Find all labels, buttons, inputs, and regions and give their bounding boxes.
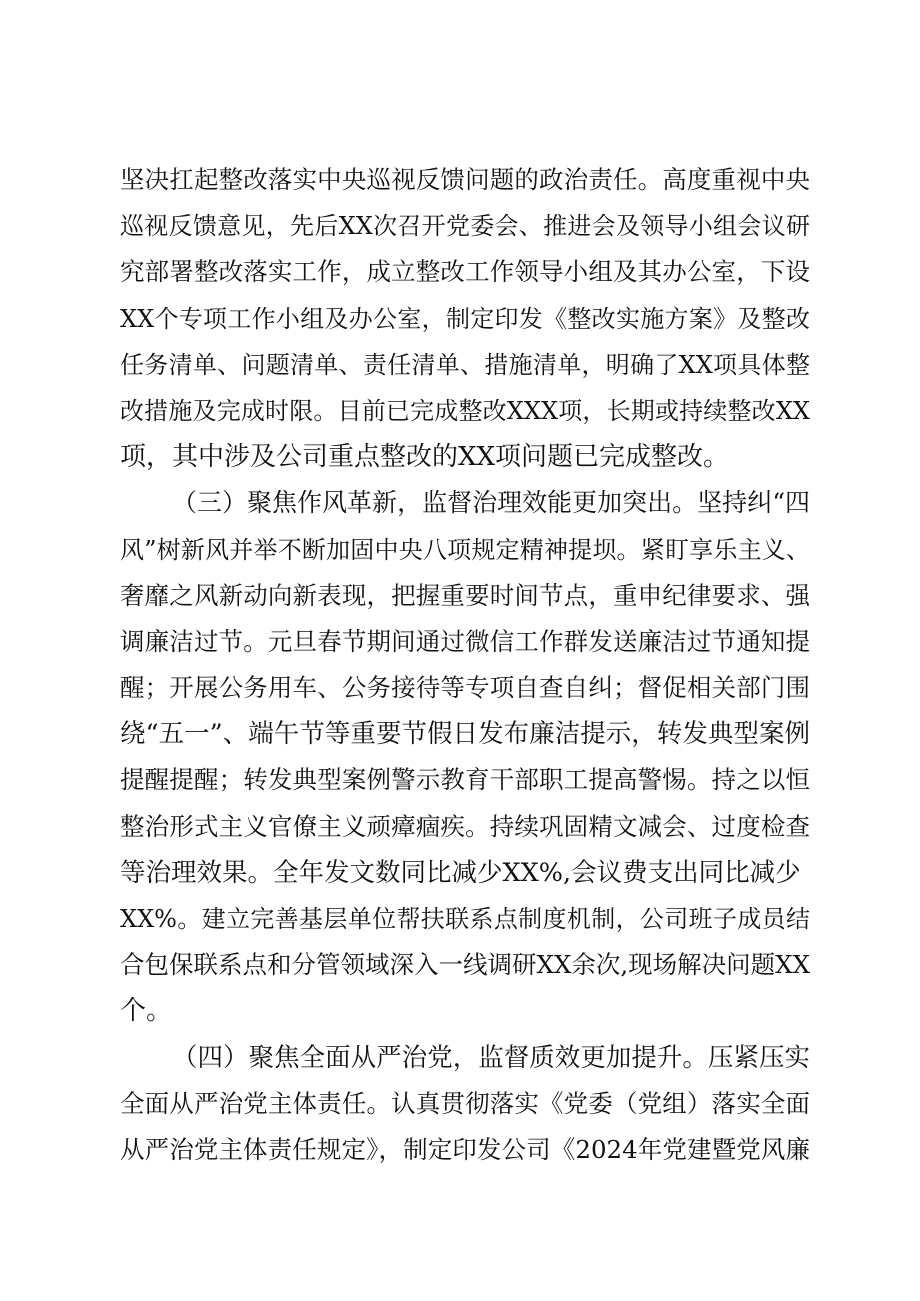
text-line: （四）聚焦全面从严治党，监督质效更加提升。压紧压实 (172, 1042, 810, 1073)
text-line: XX%。建立完善基层单位帮扶联系点制度机制，公司班子成员结 (120, 905, 810, 933)
text-line: 等治理效果。全年发文数同比减少XX%,会议费支出同比减少 (120, 857, 801, 888)
text-line: 任务清单、问题清单、责任清单、措施清单，明确了XX项具体整 (120, 350, 810, 379)
text-line: 提醒提醒；转发典型案例警示教育干部职工提高警惕。持之以恒 (120, 765, 810, 795)
document-body (120, 157, 810, 1173)
text-line: 项，其中涉及公司重点整改的XX项问题已完成整改。 (120, 442, 730, 473)
text-line: 巡视反馈意见，先后XX次召开党委会、推进会及领导小组会议研 (120, 212, 810, 241)
text-line: 醒；开展公务用车、公务接待等专项自查自纠；督促相关部门围 (120, 673, 810, 703)
text-line: 全面从严治党主体责任。认真贯彻落实《党委（党组）落实全面 (120, 1088, 810, 1118)
text-line: 奢靡之风新动向新表现，把握重要时间节点，重申纪律要求、强 (120, 580, 810, 610)
text-line: 究部署整改落实工作，成立整改工作领导小组及其办公室，下设 (120, 257, 810, 287)
text-line: 从严治党主体责任规定》，制定印发公司《2024年党建暨党风廉 (120, 1134, 810, 1164)
text-line: 个。 (120, 996, 173, 1027)
paragraph-3 (120, 1035, 810, 1174)
text-line: 改措施及完成时限。目前已完成整改XXX项，长期或持续整改XX (120, 396, 810, 425)
text-line: （三）聚焦作风革新，监督治理效能更加突出。坚持纠“四 (172, 488, 810, 518)
text-line: 整治形式主义官僚主义顽瘴痼疾。持续巩固精文减会、过度检查 (120, 811, 810, 841)
text-line: 绕“五一”、端午节等重要节假日发布廉洁提示，转发典型案例 (120, 719, 810, 750)
paragraph-1 (120, 157, 810, 480)
text-line: XX个专项工作小组及办公室，制定印发《整改实施方案》及整改 (120, 304, 810, 333)
text-line: 坚决扛起整改落实中央巡视反馈问题的政治责任。高度重视中央 (120, 165, 810, 194)
text-line: 风”树新风并举不断加固中央八项规定精神提坝。紧盯享乐主义、 (120, 535, 810, 564)
paragraph-2 (120, 480, 810, 1034)
text-line: 合包保联系点和分管领域深入一线调研XX余次,现场解决问题XX (120, 950, 811, 980)
text-line: 调廉洁过节。元旦春节期间通过微信工作群发送廉洁过节通知提 (120, 626, 810, 656)
